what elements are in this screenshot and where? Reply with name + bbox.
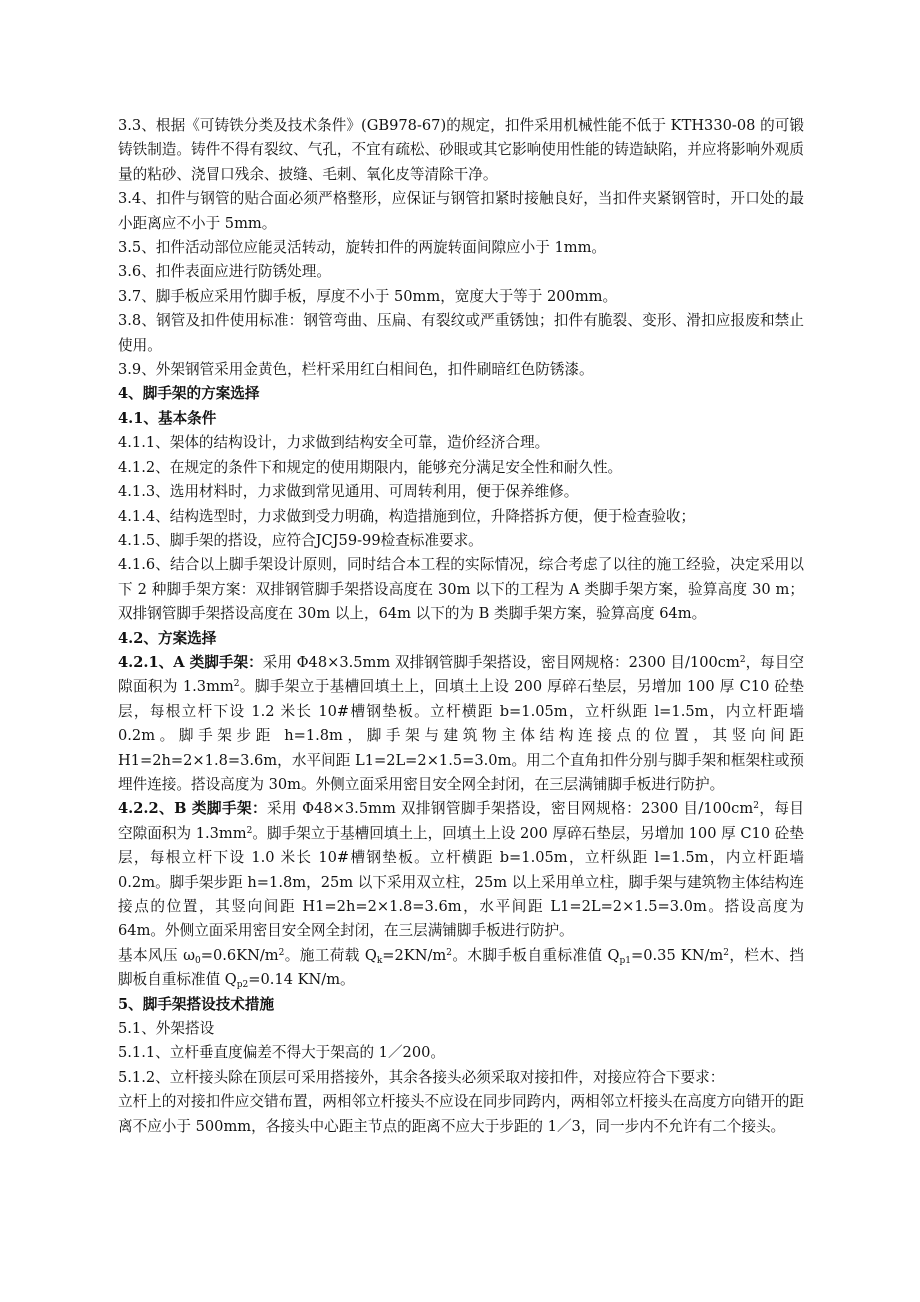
subscript: k [376,955,383,966]
para-5-1-1: 5.1.1、立杆垂直度偏差不得大于架高的 1／200。 [118,1044,446,1062]
subsection-4-2-heading: 4.2、方案选择 [118,629,217,647]
subscript: 0 [195,955,201,966]
text-part: 采用 Φ48×3.5mm 双排钢管脚手架搭设，密目网规格：2300 目/100cm [267,800,754,818]
para-4-2-1 [118,651,804,797]
document-page [118,114,804,1139]
subscript: p1 [619,955,632,966]
para-3-9: 3.9、外架钢管采用金黄色，栏杆采用红白相间色，扣件刷暗红色防锈漆。 [118,361,594,379]
text-part: 。木脚手板自重标准值 Q [451,946,620,964]
para-4-1-2: 4.1.2、在规定的条件下和规定的使用期限内，能够充分满足安全性和耐久性。 [118,458,623,476]
para-3-6: 3.6、扣件表面应进行防锈处理。 [118,263,331,281]
para-4-1-6: 4.1.6、结合以上脚手架设计原则，同时结合本工程的实际情况，综合考虑了以往的施工经验，决定采用以下 2 种脚手架方案：双排钢管脚手架搭设高度在 30m 以下的工程为 A 类脚手架方案，验算高度 30 m；双排钢管脚手架搭设高度在 30m 以上，64m 以下的为 B 类脚手架方案，验算高度 64m。 [118,556,804,623]
text-part: 。施工荷载 Q [284,946,377,964]
superscript: 2 [233,679,240,690]
para-5-1-2: 5.1.2、立杆接头除在顶层可采用搭接外，其余各接头必须采取对接扣件，对接应符合下要求： [118,1068,725,1086]
text-part: 基本风压 ω [118,946,195,964]
text-part: =0.14 KN/m。 [248,971,355,989]
para-3-5: 3.5、扣件活动部位应能灵活转动，旋转扣件的两旋转面间隙应小于 1mm。 [118,239,607,257]
text-part: =0.35 KN/m [631,946,724,964]
text-part: 。脚手架立于基槽回填土上，回填土上设 200 厚碎石垫层，另增加 100 厚 C10 砼垫层，每根立杆下设 1.2 米长 10#槽钢垫板。立杆横距 b=1.05m，立杆纵距 l=1.5m，内立杆距墙 0.2m。脚手架步距 h=1.8m，脚手架与建筑物主体结构连接点的位置，其竖向间距 H1=2h=2×1.8=3.6m，水平间距 L1=2L=2×1.5=3.0m。用二个直角扣件分别与脚手架和框架柱或预埋件连接。搭设高度为 30m。外侧立面采用密目安全网全封闭，在三层满铺脚手板进行防护。 [118,678,804,793]
superscript: 2 [739,654,746,665]
subsection-5-1-heading: 5.1、外架搭设 [118,1020,215,1038]
superscript: 2 [723,947,729,958]
para-4-2-1-lead: 4.2.1、A 类脚手架： [118,653,263,671]
para-4-2-2 [118,797,804,943]
superscript: 2 [278,947,285,958]
para-3-3: 3.3、根据《可铸铁分类及技术条件》(GB978-67)的规定，扣件采用机械性能不低于 KTH330-08 的可锻铸铁制造。铸件不得有裂纹、气孔，不宜有疏松、砂眼或其它影响使用性能的铸造缺陷，并应将影响外观质量的粘砂、浇冒口残余、披缝、毛刺、氧化皮等清除干净。 [118,117,804,183]
para-3-8: 3.8、钢管及扣件使用标准：钢管弯曲、压扁、有裂纹或严重锈蚀；扣件有脆裂、变形、滑扣应报废和禁止使用。 [118,312,804,354]
text-part: ，每目空隙面积为 1.3mm [118,653,804,696]
text-part: =0.6KN/m [200,946,279,964]
superscript: 2 [246,825,253,836]
para-4-2-2-lead: 4.2.2、B 类脚手架： [118,800,268,818]
superscript: 2 [753,801,759,812]
para-3-4: 3.4、扣件与钢管的贴合面必须严格整形，应保证与钢管扣紧时接触良好，当扣件夹紧钢管时，开口处的最小距离应不小于 5mm。 [118,190,804,232]
superscript: 2 [446,947,452,958]
text-part: 。脚手架立于基槽回填土上，回填土上设 200 厚碎石垫层，另增加 100 厚 C10 砼垫层，每根立杆下设 1.0 米长 10#槽钢垫板。立杆横距 b=1.05m，立杆纵距 l=1.5m，内立杆距墙 0.2m。脚手架步距 h=1.8m，25m 以下采用双立柱，25m 以上采用单立柱，脚手架与建筑物主体结构连接点的位置，其竖向间距 H1=2h=2×1.8=3.6m，水平间距 L1=2L=2×1.5=3.0m。搭设高度为 64m。外侧立面采用密目安全网全封闭，在三层满铺脚手板进行防护。 [118,824,804,940]
para-4-1-4: 4.1.4、结构选型时，力求做到受力明确，构造措施到位，升降搭拆方便，便于检查验收； [118,507,696,525]
text-part: ，栏木、挡脚板自重标准值 Q [118,946,804,989]
para-4-1-3: 4.1.3、选用材料时，力求做到常见通用、可周转利用，便于保养维修。 [118,483,579,501]
subsection-4-1-heading: 4.1、基本条件 [118,409,217,427]
section-5-heading: 5、脚手架搭设技术措施 [118,995,275,1013]
text-part: =2KN/m [382,946,447,964]
text-part: ，每目空隙面积为 1.3mm [118,800,804,842]
para-wind-load [118,944,804,993]
para-4-1-1: 4.1.1、架体的结构设计，力求做到结构安全可靠，造价经济合理。 [118,434,550,452]
para-4-1-5: 4.1.5、脚手架的搭设，应符合JCJ59-99检查标准要求。 [118,531,483,549]
section-4-heading: 4、脚手架的方案选择 [118,385,260,403]
subscript: p2 [236,980,249,991]
para-3-7: 3.7、脚手板应采用竹脚手板，厚度不小于 50mm，宽度大于等于 200mm。 [118,287,618,305]
para-5-1-2-detail: 立杆上的对接扣件应交错布置，两相邻立杆接头不应设在同步同跨内，两相邻立杆接头在高度方向错开的距离不应小于 500mm，各接头中心距主节点的距离不应大于步距的 1／3，同一步内不允许有二个接头。 [118,1093,804,1135]
text-part: 采用 Φ48×3.5mm 双排钢管脚手架搭设，密目网规格：2300 目/100cm [262,653,740,671]
